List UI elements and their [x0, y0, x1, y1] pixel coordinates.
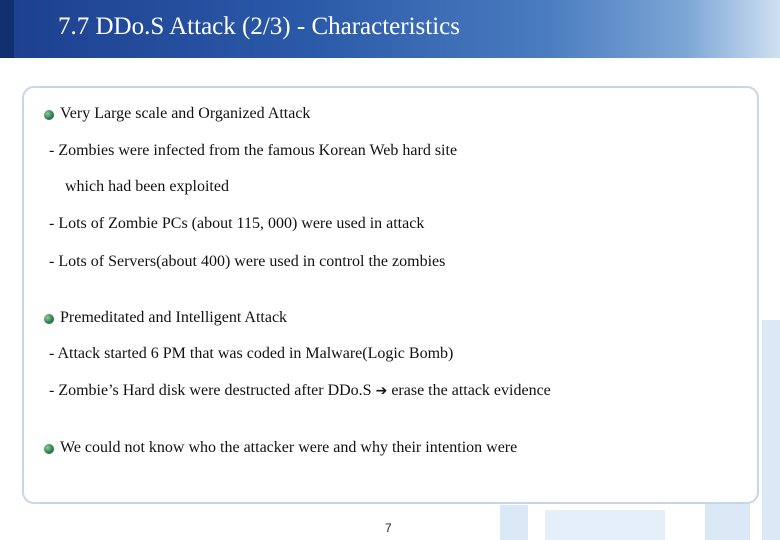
decorative-shape: [500, 505, 528, 540]
section-heading: We could not know who the attacker were and why their intention were: [60, 439, 518, 456]
list-item: which had been exploited: [65, 178, 229, 195]
list-item: - Lots of Servers(about 400) were used in control the zombies: [49, 253, 446, 270]
list-item: [49, 382, 551, 400]
section-heading: Premeditated and Intelligent Attack: [60, 309, 288, 326]
title-accent-strip: [0, 0, 14, 58]
list-item: - Lots of Zombie PCs (about 115, 000) were used in attack: [49, 215, 425, 232]
section-heading: Very Large scale and Organized Attack: [60, 105, 311, 122]
decorative-shape: [762, 320, 780, 540]
title-bar: [0, 0, 780, 58]
list-item: - Zombies were infected from the famous Korean Web hard site: [49, 142, 458, 159]
bullet-icon: [44, 110, 54, 120]
right-arrow-icon: ➔: [375, 383, 388, 399]
bullet-icon: [44, 444, 54, 454]
list-item-text: - Zombie’s Hard disk were destructed after DDo.S: [49, 382, 372, 399]
page-number: 7: [385, 521, 392, 535]
bullet-icon: [44, 314, 54, 324]
decorative-shape: [545, 510, 665, 540]
list-item: - Attack started 6 PM that was coded in Malware(Logic Bomb): [49, 345, 454, 362]
list-item-text: erase the attack evidence: [391, 382, 551, 399]
decorative-shape: [705, 500, 750, 540]
slide-title: 7.7 DDo.S Attack (2/3) - Characteristics: [58, 13, 460, 40]
